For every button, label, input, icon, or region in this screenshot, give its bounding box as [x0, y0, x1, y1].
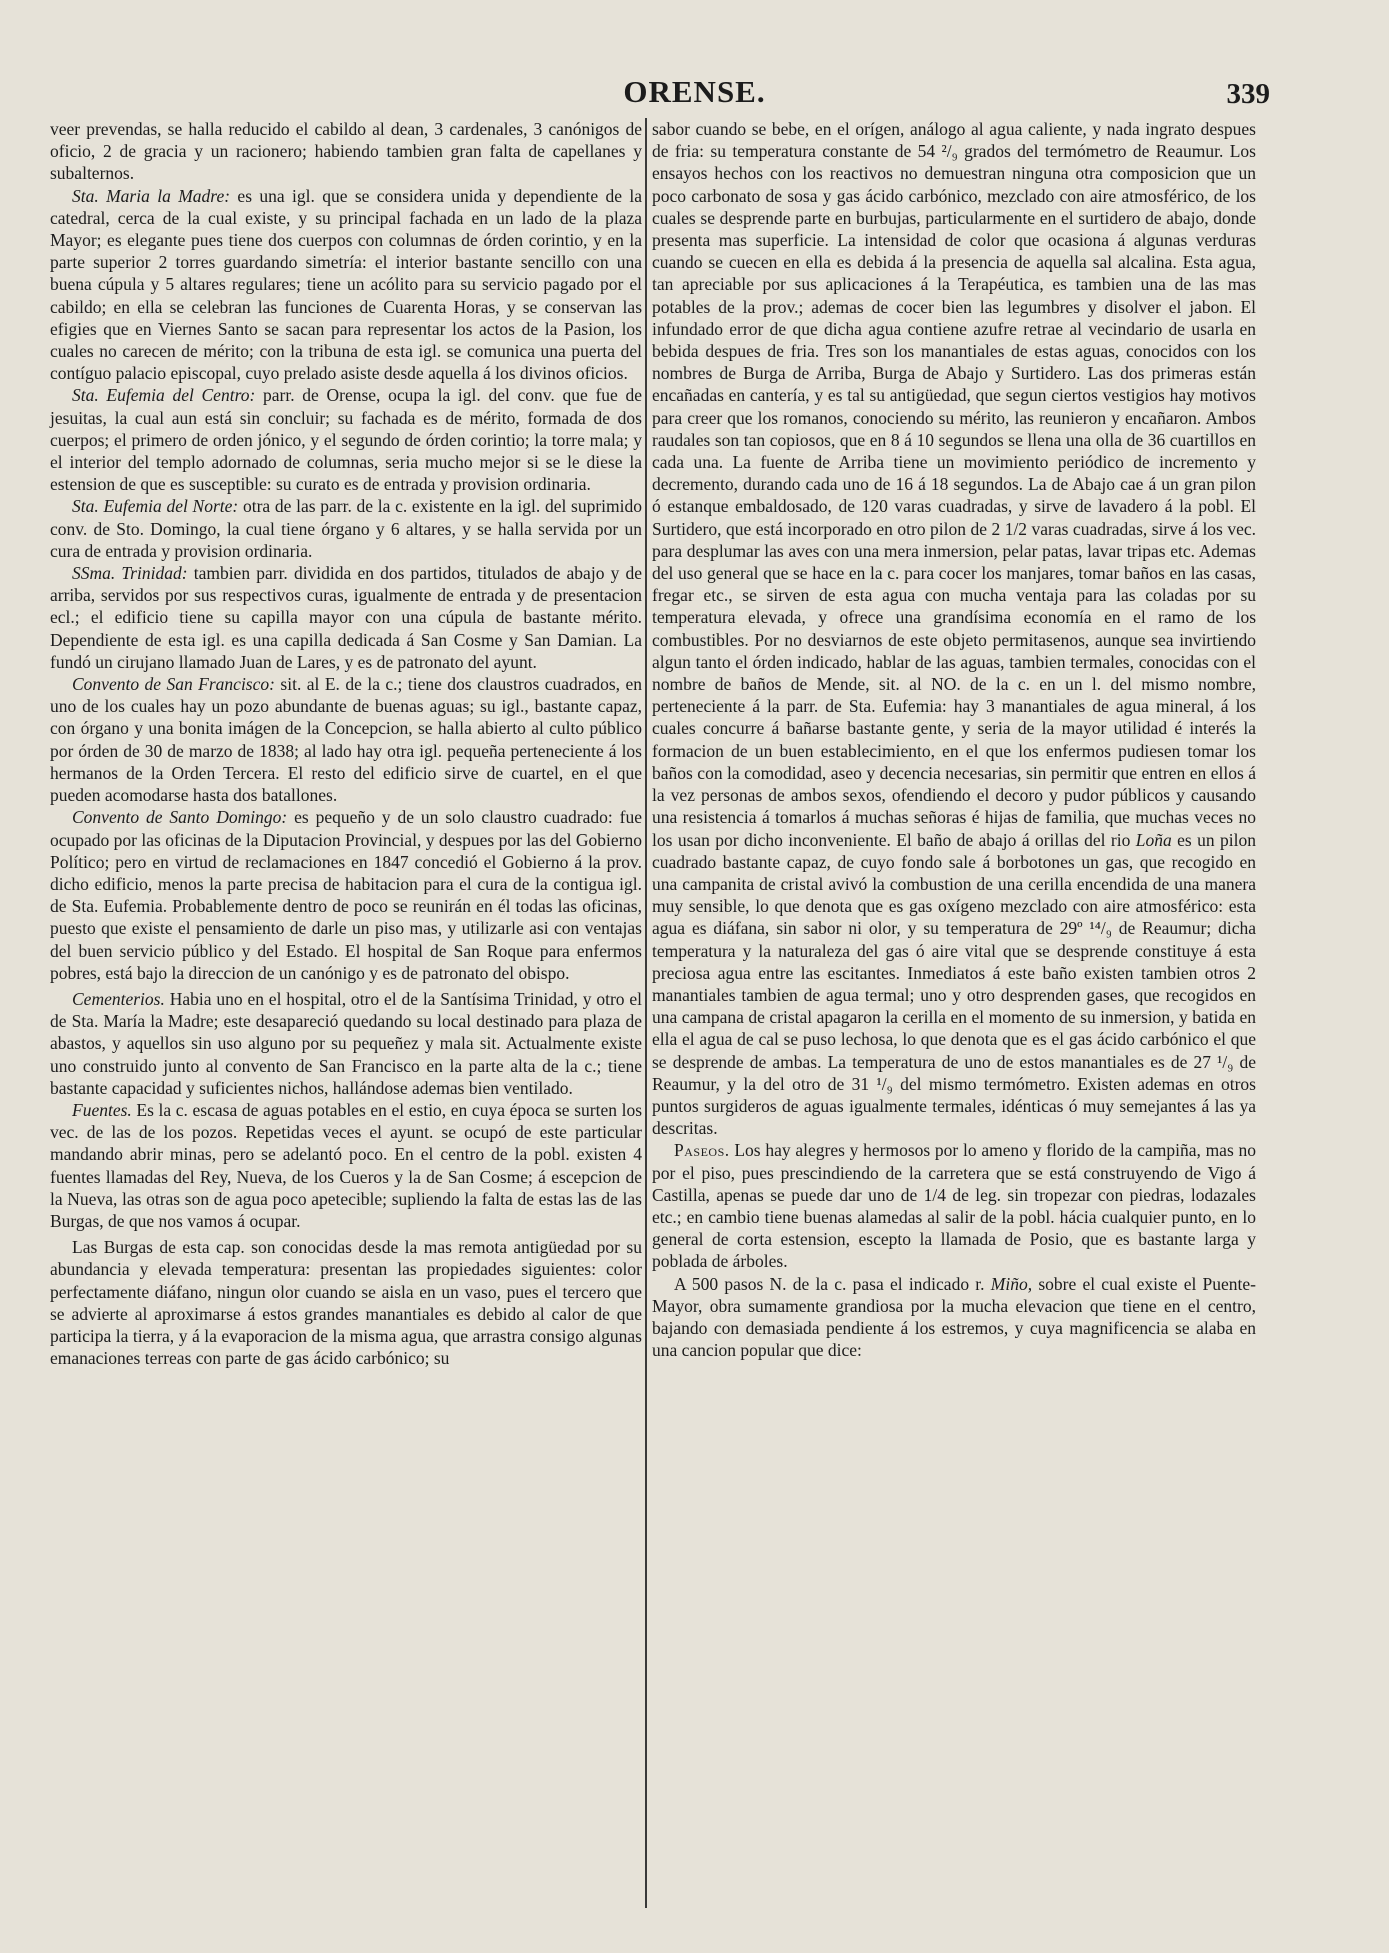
paragraph: A 500 pasos N. de la c. pasa el indicado r. Miño, sobre el cual existe el Puente-Mayor, obra sumamente grandiosa por la mucha elevacion que tiene en el centro, bajando con demasiada pendiente á los estremos, y cuya magnificencia se alaba en una cancion popular que dice:	[652, 1273, 1257, 1361]
paragraph: Fuentes. Es la c. escasa de aguas potables en el estio, en cuya época se surten los vec. de las de los pozos. Repetidas veces el ayunt. se ocupó de este particular mandando abrir minas, pero se adelantó poco. En el centro de la pobl. existen 4 fuentes llamadas del Rey, Nueva, de los Cueros y la de San Cosme; á escepcion de la Nueva, las otras son de agua poco apetecible; supliendo la falta de estas las de las Burgas, de que nos vamos á ocupar.	[50, 1099, 643, 1231]
paragraph: sabor cuando se bebe, en el orígen, análogo al agua caliente, y nada ingrato despues de fria: su temperatura constante de 54 ²/₉ grados del termómetro de Reaumur. Los ensayos hechos con los reactivos no demuestran ninguna otra composicion que un poco carbonato de sosa y gas ácido carbónico, mezclado con aire atmosférico, de los cuales se desprende parte en burbujas, particularmente en el surtidero de abajo, donde presenta mas superficie. La intensidad de color que ocasiona á algunas verduras cuando se cuecen en ella es debida á la presencia de aquella sal alcalina. Esta agua, tan apreciable por sus aplicaciones á la Terapéutica, es tambien una de las mas potables de la prov.; ademas de cocer bien las legumbres y disolver el jabon. El infundado error de que dicha agua contiene azufre retrae al vecindario de usarla en bebida despues de fria. Tres son los manantiales de estas aguas, conocidos con los nombres de Burga de Arriba, Burga de Abajo y Surtidero. Las dos primeras están encañadas en cantería, y es tal su antigüedad, que segun ciertos vestigios hay motivos para creer que los romanos, conociendo su mérito, las reunieron y encañaron. Ambos raudales son tan copiosos, que en 8 á 10 segundos se llena una olla de 36 cuartillos en cada una. La fuente de Arriba tiene un movimiento periódico de incremento y decremento, durando cada uno de 16 á 18 segundos. La de Abajo cae á un gran pilon ó estanque embaldosado, de 120 varas cuadradas, y sirve de lavadero á la pobl. El Surtidero, que está incorporado en otro pilon de 2 1/2 varas cuadradas, sirve á los vec. para desplumar las aves con una mera inmersion, pelar patas, lavar tripas etc. Ademas del uso general que se hace en la c. para cocer los manjares, tomar baños en las casas, fregar etc., se sirven de esta agua con mucha ventaja para las coladas por su temperatura elevada, y ofrece una grandísima economía en el ramo de los combustibles. Por no desviarnos de este objeto permitasenos, aunque sea invirtiendo algun tanto el órden indicado, hablar de las aguas, tambien termales, conocidas con el nombre de baños de Mende, sit. al NO. de la c. en un l. del mismo nombre, perteneciente á la parr. de Sta. Eufemia: hay 3 manantiales de agua mineral, á los cuales concurre á bañarse bastante gente, y seria de la mayor utilidad é interés la formacion de un buen establecimiento, en el que los enfermos pudiesen tomar los baños con la comodidad, aseo y decencia necesarias, sin permitir que entren en ellos á la vez personas de ambos sexos, ofendiendo el decoro y pudor públicos y causando una resistencia á tomarlos á muchas señoras é hijas de familia, que muchas veces no los usan por dicho inconveniente. El baño de abajo á orillas del rio Loña es un pilon cuadrado bastante capaz, de cuyo fondo sale á borbotones un gas, que recogido en una campanita de cristal avivó la combustion de una cerilla encendida de una manera muy sensible, lo que denota que es gas oxígeno mezclado con aire atmosférico: esta agua es diáfana, sin sabor ni olor, y su temperatura de 29º ¹⁴/₉ de Reaumur; dicha temperatura y la naturaleza del gas ó aire vital que se desprende constituye á esta preciosa agua entre las escitantes. Inmediatos á este baño existen tambien otros 2 manantiales tambien de agua termal; uno y otro desprenden gases, que recogidos en una campana de cristal apagaron la cerilla en el momento de su inmersion, y batida en ella el agua de cal se puso lechosa, lo que denota que es el gas ácido carbónico el que se desprende de ambas. La temperatura de uno de estos manantiales es de 27 ¹/₉ de Reaumur, y la del otro de 31 ¹/₉ del mismo termómetro. Existen ademas en otros puntos surgideros de aguas igualmente termales, idénticas ó muy semejantes á las ya descritas.	[652, 119, 1256, 1139]
page-number: 339	[1226, 78, 1270, 110]
paragraph: Sta. Eufemia del Norte: otra de las parr. de la c. existente en la igl. del suprimido conv. de Sto. Domingo, la cual tiene órgano y 6 altares, y se halla servida por un cura de entrada y provision ordinaria.	[50, 496, 643, 561]
paragraph: Convento de Santo Domingo: es pequeño y de un solo claustro cuadrado: fue ocupado por las oficinas de la Diputacion Provincial, y despues por las del Gobierno Político; pero en virtud de reclamaciones en 1847 concedió el Gobierno á la prov. dicho edificio, menos la parte precisa de habitacion para el cura de la contigua igl. de Sta. Eufemia. Probablemente dentro de poco se reunirán en él todas las oficinas, puesto que existe el pensamiento de darle un piso mas, y utilizarle asi con ventajas del buen servicio público y del Estado. El hospital de San Roque para enfermos pobres, está bajo la direccion de un canónigo y es de patronato del obispo.	[50, 807, 642, 983]
left-column	[50, 118, 642, 1369]
paragraph: SSma. Trinidad: tambien parr. dividida en dos partidos, titulados de abajo y de arriba, servidos por sus respectivos curas, igualmente de entrada y de presentacion ecl.; el edificio tiene su capilla mayor con una cúpula de bastante mérito. Dependiente de esta igl. es una capilla dedicada á San Cosme y San Damian. La fundó un cirujano llamado Juan de Lares, y es de patronato del ayunt.	[50, 563, 642, 672]
page-title: ORENSE.	[623, 74, 766, 109]
column-divider	[645, 118, 647, 1908]
paragraph: Convento de San Francisco: sit. al E. de la c.; tiene dos claustros cuadrados, en uno de los cuales hay un pozo abundante de buenas aguas; su igl., bastante capaz, con órgano y una bonita imágen de la Concepcion, se halla abierto al culto público por órden de 30 de marzo de 1838; al lado hay otra igl. pequeña perteneciente á los hermanos de la Orden Tercera. El resto del edificio sirve de cuartel, en el que pueden acomodarse hasta dos batallones.	[50, 674, 642, 806]
paragraph: Las Burgas de esta cap. son conocidas desde la mas remota antigüedad por su abundancia y elevada temperatura: presentan las propiedades siguientes: color perfectamente diáfano, ningun olor cuando se aisla en un vaso, pues el tercero que se advierte al aproximarse á estos grandes manantiales es debido al calor de que participa la tierra, y á la evaporacion de la misma agua, que arrastra consigo algunas emanaciones terreas con parte de gas ácido carbónico; su	[50, 1237, 642, 1369]
paragraph: Cementerios. Habia uno en el hospital, otro el de la Santísima Trinidad, y otro el de Sta. María la Madre; este desapareció quedando su local destinado para plaza de abastos, y aquellos sin uso alguno por su pequeñez y mala sit. Actualmente existe uno construido junto al convento de San Francisco en la parte alta de la c.; tiene bastante capacidad y suficientes nichos, hallándose ademas bien ventilado.	[50, 988, 643, 1098]
paragraph: Sta. Eufemia del Centro: parr. de Orense, ocupa la igl. del conv. que fue de jesuitas, la cual aun está sin concluir; su fachada es de mérito, formada de dos cuerpos; el primero de orden jónico, y el segundo de órden corintio; la torre mala; y el interior del templo adornado de columnas, seria mucho mejor si se le diese la estension de que es susceptible: su curato es de entrada y provision ordinaria.	[50, 385, 642, 495]
paragraph: Sta. Maria la Madre: es una igl. que se considera unida y dependiente de la catedral, cerca de la cual existe, y su principal fachada en un lado de la plaza Mayor; es elegante pues tiene dos cuerpos con columnas de órden corintio, y en la parte superior 2 torres guardando simetría: el interior bastante sencillo con una buena cúpula y 5 altares regulares; tiene un acólito para su servicio pagado por el cabildo; en ella se celebran las funciones de Cuarenta Horas, y se conservan las efigies que en Viernes Santo se sacan para representar los actos de la Pasion, los cuales no carecen de mérito; con la tribuna de esta igl. se comunica una puerta del contíguo palacio episcopal, cuyo prelado asiste desde aquella á los divinos oficios.	[50, 185, 643, 384]
paragraph: Paseos. Los hay alegres y hermosos por lo ameno y florido de la campiña, mas no por el piso, pues prescindiendo de la carretera que se está construyendo de Vigo á Castilla, apenas se puede dar uno de 1/4 de leg. sin tropezar con piedras, lodazales etc.; en cambio tiene buenas alamedas al salir de la pobl. hácia cualquier punto, en lo general de corta estension, escepto la llamada de Posio, que es bastante larga y poblada de árboles.	[652, 1140, 1256, 1272]
paragraph: veer prevendas, se halla reducido el cabildo al dean, 3 cardenales, 3 canónigos de oficio, 2 de gracia y un racionero; habiendo tambien gran falta de capellanes y subalternos.	[50, 119, 642, 184]
right-column	[652, 118, 1256, 1361]
